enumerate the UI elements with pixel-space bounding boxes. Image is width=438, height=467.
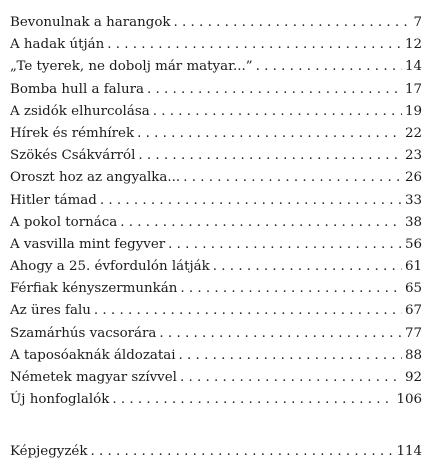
toc-entry-page: 17 [404, 81, 422, 97]
toc-entry-page: 23 [404, 148, 422, 164]
toc-entry-page: 77 [404, 325, 422, 341]
toc-entry[interactable] [10, 212, 422, 234]
dot-leader [147, 79, 402, 101]
toc-entry[interactable] [10, 34, 422, 56]
dot-leader [180, 367, 402, 389]
toc-entry[interactable] [10, 145, 422, 167]
toc-entry[interactable] [10, 167, 422, 189]
toc-entry-title: Férfiak kényszermunkán [10, 281, 178, 297]
toc-entry-page: 33 [404, 192, 422, 208]
toc-entry-title: Bomba hull a falura [10, 81, 144, 97]
dot-leader [120, 212, 402, 234]
toc-entry[interactable] [10, 441, 422, 463]
toc-entry-page: 67 [404, 303, 422, 319]
toc-entry-title: A taposóaknák áldozatai [10, 347, 176, 363]
dot-leader [137, 123, 402, 145]
toc-entry-title: Szökés Csákvárról [10, 148, 136, 164]
toc-entry-title: Oroszt hoz az angyalka... [10, 170, 181, 186]
dot-leader [112, 389, 393, 411]
toc-entry-title: „Te tyerek, ne dobolj már matyar...” [10, 59, 253, 75]
toc-entry-page: 106 [396, 392, 422, 408]
dot-leader [90, 441, 393, 463]
dot-leader [153, 101, 402, 123]
toc-entry[interactable] [10, 300, 422, 322]
dot-leader [159, 323, 402, 345]
toc-entry[interactable] [10, 345, 422, 367]
toc-entry-page: 12 [404, 37, 422, 53]
dot-leader [107, 34, 402, 56]
toc-entry-title: A hadak útján [10, 37, 105, 53]
dot-leader [180, 278, 402, 300]
toc-entry-page: 88 [404, 347, 422, 363]
dot-leader [138, 145, 402, 167]
toc-entry[interactable] [10, 278, 422, 300]
toc-entry-title: Hírek és rémhírek [10, 125, 135, 141]
toc-entry-title: A zsidók elhurcolása [10, 103, 150, 119]
toc-entry[interactable] [10, 367, 422, 389]
toc-entry-page: 7 [413, 15, 422, 30]
toc-entry[interactable] [10, 323, 422, 345]
toc-entry-page: 61 [404, 259, 422, 275]
toc-entry-page: 92 [404, 370, 422, 385]
toc-entry-title: Képjegyzék [10, 444, 88, 460]
toc-entry-page: 114 [396, 444, 422, 460]
toc-entry-title: Új honfoglalók [10, 392, 110, 408]
toc-entry[interactable] [10, 12, 422, 34]
dot-leader [256, 56, 402, 78]
toc-entry-title: Ahogy a 25. évfordulón látják [10, 259, 210, 275]
toc-entry-title: Szamárhús vacsorára [10, 325, 157, 341]
toc-entry[interactable] [10, 234, 422, 256]
dot-leader [179, 345, 402, 367]
toc-entry[interactable] [10, 256, 422, 278]
toc-entry-title: Hitler támad [10, 192, 97, 208]
table-of-contents [10, 12, 422, 464]
toc-entry-title: A vasvilla mint fegyver [10, 236, 166, 252]
toc-entry-page: 14 [404, 59, 422, 75]
dot-leader [213, 256, 402, 278]
toc-entry[interactable] [10, 79, 422, 101]
dot-leader [94, 300, 402, 322]
toc-entry-title: Az üres falu [10, 303, 91, 319]
toc-entry-page: 19 [404, 103, 422, 119]
toc-entry-title: Bevonulnak a harangok [10, 15, 171, 30]
toc-entry[interactable] [10, 190, 422, 212]
toc-entry-title: Németek magyar szívvel [10, 370, 177, 385]
toc-entry[interactable] [10, 101, 422, 123]
toc-entry-page: 22 [404, 125, 422, 141]
dot-leader [174, 12, 411, 34]
toc-entry-page: 65 [404, 281, 422, 297]
toc-entry-title: A pokol tornáca [10, 214, 118, 230]
toc-entry[interactable] [10, 123, 422, 145]
toc-entry-page: 56 [404, 236, 422, 252]
toc-entry-page: 26 [404, 170, 422, 186]
toc-entry[interactable] [10, 56, 422, 78]
toc-entry-page: 38 [404, 214, 422, 230]
dot-leader [183, 167, 402, 189]
dot-leader [168, 234, 402, 256]
toc-entry[interactable] [10, 389, 422, 411]
dot-leader [100, 190, 402, 212]
